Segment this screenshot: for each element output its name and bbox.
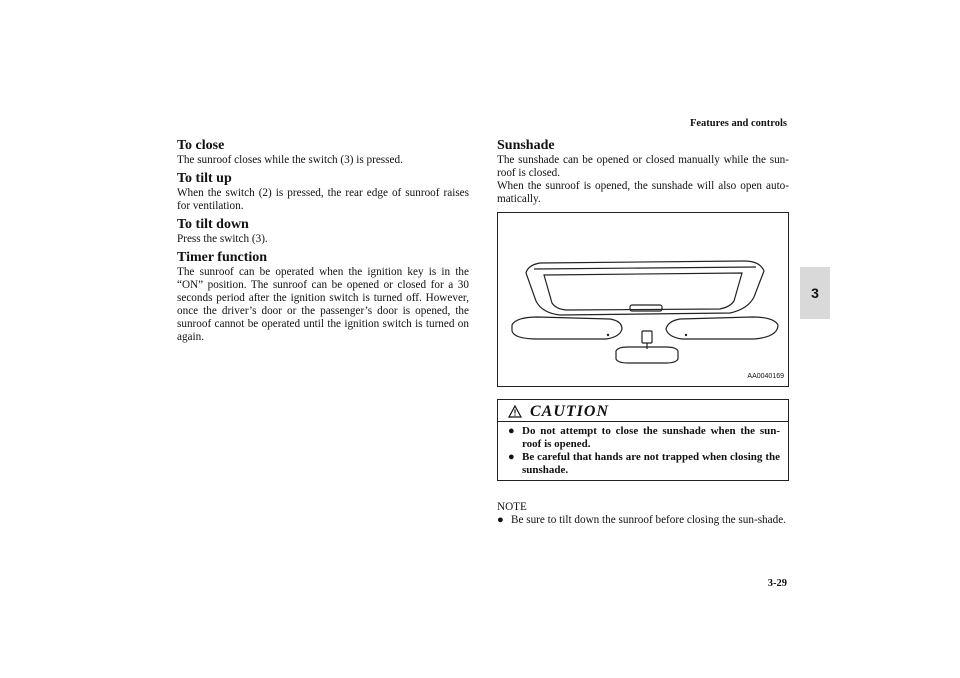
caution-item [508,451,780,476]
heading-to-close: To close [177,138,225,153]
page-number: 3-29 [767,578,787,589]
bullet-icon: ● [508,425,515,437]
left-column [177,138,469,348]
section-to-close [177,138,469,167]
figure-code: AA0040169 [747,373,784,380]
heading-timer-function: Timer function [177,250,268,265]
caution-header [498,402,788,422]
right-column [497,138,789,527]
text-to-close: The sunroof closes while the switch (3) is pressed. [177,154,403,166]
sunshade-illustration [497,212,789,387]
section-to-tilt-down [177,217,469,246]
bullet-icon: ● [497,514,504,526]
caution-box [497,399,789,481]
section-to-tilt-up [177,171,469,213]
heading-to-tilt-up: To tilt up [177,171,232,186]
heading-to-tilt-down: To tilt down [177,217,249,232]
sunshade-paragraph-1: The sunshade can be opened or closed manually while the sun-roof is closed. [497,154,789,179]
section-timer-function [177,250,469,344]
text-timer-function: The sunroof can be operated when the ignition key is in the “ON” position. The sunroof can be opened or closed for a 30 seconds period after the ignition switch is turned off. However, once the driver’s door or the passenger’s door is opened, the sunroof cannot be operated until the ignition switch is turned on again. [177,266,469,343]
warning-triangle-icon [508,405,522,418]
caution-list [498,422,788,476]
caution-item-text: Be careful that hands are not trapped when closing the sunshade. [522,451,780,476]
heading-sunshade: Sunshade [497,138,555,153]
bullet-icon: ● [508,451,515,463]
note-item-text: Be sure to tilt down the sunroof before closing the sun-shade. [511,514,786,526]
note-label: NOTE [497,501,527,513]
note-item [497,514,789,527]
running-header: Features and controls [689,118,787,129]
caution-item [508,425,780,450]
sunshade-paragraph-2: When the sunroof is opened, the sunshade will also open auto-matically. [497,180,789,205]
caution-title: CAUTION [530,403,610,420]
caution-item-text: Do not attempt to close the sunshade when the sun-roof is opened. [522,425,780,450]
chapter-tab: 3 [800,267,830,319]
text-to-tilt-down: Press the switch (3). [177,233,268,245]
text-to-tilt-up: When the switch (2) is pressed, the rear edge of sunroof raises for ventilation. [177,187,469,212]
sunroof-sunshade-drawing [498,213,788,386]
